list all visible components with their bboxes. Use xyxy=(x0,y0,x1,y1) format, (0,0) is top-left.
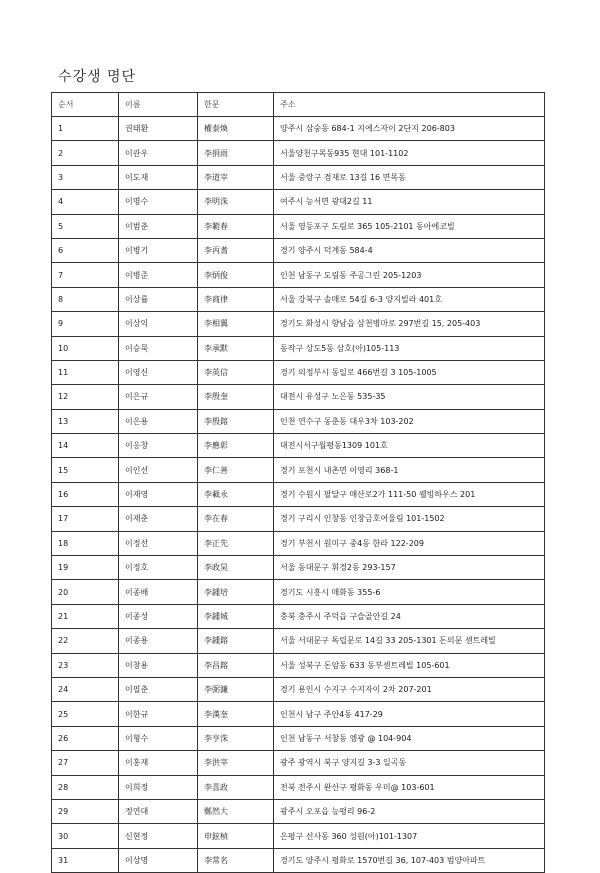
cell-name: 이형수 xyxy=(119,726,198,750)
cell-address: 대전시 유성구 노은동 535-35 xyxy=(274,385,545,409)
cell-address: 인천시 남구 주안4동 417-29 xyxy=(274,702,545,726)
cell-hanja: 李範春 xyxy=(198,214,274,238)
cell-name: 권태환 xyxy=(119,117,198,141)
cell-address: 서울 중랑구 겸재로 13길 16 면목동 xyxy=(274,165,545,189)
cell-address: 경기 포천시 내촌면 이영리 368-1 xyxy=(274,458,545,482)
cell-address: 경기도 화성시 향남읍 삼천병마로 297번길 15, 205-403 xyxy=(274,312,545,336)
cell-address: 서울 영등포구 도림로 365 105-2101 동아에코빌 xyxy=(274,214,545,238)
table-row xyxy=(52,751,545,775)
cell-address: 인천 남동구 도림동 주공그린 205-1203 xyxy=(274,263,545,287)
cell-address: 서울 서대문구 독립문로 14길 33 205-1301 돈의문 센트레빌 xyxy=(274,629,545,653)
cell-order: 19 xyxy=(52,556,119,580)
cell-hanja: 李殷奎 xyxy=(198,385,274,409)
cell-hanja: 李明洙 xyxy=(198,190,274,214)
table-row xyxy=(52,482,545,506)
cell-hanja: 李殷鎔 xyxy=(198,409,274,433)
cell-name: 이은규 xyxy=(119,385,198,409)
cell-name: 이상명 xyxy=(119,848,198,872)
header-order: 순서 xyxy=(52,93,119,117)
page-title: 수강생 명단 xyxy=(58,69,137,85)
cell-address: 광주시 오포읍 능평리 96-2 xyxy=(274,799,545,823)
cell-address: 광주 광역시 북구 양지길 3-3 일곡동 xyxy=(274,751,545,775)
table-body xyxy=(52,117,545,873)
cell-address: 서울양천구목동935 현대 101-1102 xyxy=(274,141,545,165)
table-row xyxy=(52,702,545,726)
table-row xyxy=(52,531,545,555)
cell-address: 대전시서구월평동1309 101호 xyxy=(274,434,545,458)
cell-name: 이종용 xyxy=(119,629,198,653)
cell-order: 28 xyxy=(52,775,119,799)
cell-hanja: 李政昊 xyxy=(198,556,274,580)
cell-name: 이홍재 xyxy=(119,751,198,775)
cell-order: 23 xyxy=(52,653,119,677)
cell-name: 이종성 xyxy=(119,604,198,628)
table-header-row xyxy=(52,93,545,117)
cell-order: 12 xyxy=(52,385,119,409)
cell-address: 인천 연수구 동춘동 대우3차 103-202 xyxy=(274,409,545,433)
cell-address: 양주시 삼숭동 684-1 지에스자이 2단지 206-803 xyxy=(274,117,545,141)
cell-order: 25 xyxy=(52,702,119,726)
table-row xyxy=(52,141,545,165)
table-row xyxy=(52,165,545,189)
cell-name: 이은용 xyxy=(119,409,198,433)
table-row xyxy=(52,848,545,872)
cell-name: 이범춘 xyxy=(119,214,198,238)
cell-name: 이종배 xyxy=(119,580,198,604)
cell-order: 11 xyxy=(52,360,119,384)
cell-order: 22 xyxy=(52,629,119,653)
cell-order: 3 xyxy=(52,165,119,189)
cell-name: 이정호 xyxy=(119,556,198,580)
student-roster-table xyxy=(51,92,545,873)
table-row xyxy=(52,238,545,262)
cell-address: 은평구 신사동 360 성원(아)101-1307 xyxy=(274,824,545,848)
cell-name: 이상익 xyxy=(119,312,198,336)
cell-order: 15 xyxy=(52,458,119,482)
table-row xyxy=(52,799,545,823)
cell-name: 이한규 xyxy=(119,702,198,726)
cell-address: 경기도 양주시 평화로 1570번길 36, 107-403 범양아파트 xyxy=(274,848,545,872)
cell-address: 경기 의정부시 동일로 466번길 3 105-1005 xyxy=(274,360,545,384)
cell-hanja: 申鉉楨 xyxy=(198,824,274,848)
cell-hanja: 李鍾培 xyxy=(198,580,274,604)
table-row xyxy=(52,263,545,287)
cell-order: 24 xyxy=(52,677,119,701)
cell-hanja: 李相翼 xyxy=(198,312,274,336)
cell-address: 서울 성북구 돈암동 633 동부센트레빌 105-601 xyxy=(274,653,545,677)
cell-address: 여주시 능서면 광대2길 11 xyxy=(274,190,545,214)
cell-hanja: 李道宰 xyxy=(198,165,274,189)
cell-address: 인천 남동구 서창동 엠광 @ 104-904 xyxy=(274,726,545,750)
cell-name: 이승묵 xyxy=(119,336,198,360)
cell-order: 2 xyxy=(52,141,119,165)
cell-hanja: 李在春 xyxy=(198,507,274,531)
cell-hanja: 李英信 xyxy=(198,360,274,384)
cell-order: 14 xyxy=(52,434,119,458)
table-row xyxy=(52,409,545,433)
cell-order: 8 xyxy=(52,287,119,311)
table-row xyxy=(52,117,545,141)
cell-order: 31 xyxy=(52,848,119,872)
cell-name: 이관우 xyxy=(119,141,198,165)
table-row xyxy=(52,604,545,628)
cell-hanja: 李應彰 xyxy=(198,434,274,458)
table-row xyxy=(52,556,545,580)
cell-order: 30 xyxy=(52,824,119,848)
table-row xyxy=(52,677,545,701)
table-row xyxy=(52,385,545,409)
cell-order: 18 xyxy=(52,531,119,555)
header-address: 주소 xyxy=(274,93,545,117)
table-row xyxy=(52,507,545,531)
cell-address: 동작구 상도5동 삼호(아)105-113 xyxy=(274,336,545,360)
cell-order: 13 xyxy=(52,409,119,433)
table-row xyxy=(52,287,545,311)
cell-name: 이재영 xyxy=(119,482,198,506)
cell-address: 전북 전주시 완산구 평화동 우미@ 103-601 xyxy=(274,775,545,799)
cell-hanja: 李炳俊 xyxy=(198,263,274,287)
cell-order: 6 xyxy=(52,238,119,262)
cell-hanja: 李亨洙 xyxy=(198,726,274,750)
cell-order: 9 xyxy=(52,312,119,336)
cell-address: 서울 강북구 솔매로 54길 6-3 양지빌라 401호 xyxy=(274,287,545,311)
cell-hanja: 李昌鎔 xyxy=(198,653,274,677)
cell-hanja: 李捐雨 xyxy=(198,141,274,165)
cell-hanja: 鄭然大 xyxy=(198,799,274,823)
cell-order: 26 xyxy=(52,726,119,750)
cell-order: 5 xyxy=(52,214,119,238)
cell-name: 이도재 xyxy=(119,165,198,189)
cell-hanja: 李鍾鎔 xyxy=(198,629,274,653)
table-row xyxy=(52,336,545,360)
cell-order: 4 xyxy=(52,190,119,214)
cell-hanja: 李弼濂 xyxy=(198,677,274,701)
cell-name: 이인선 xyxy=(119,458,198,482)
cell-name: 이병기 xyxy=(119,238,198,262)
cell-name: 이필춘 xyxy=(119,677,198,701)
cell-hanja: 李喜政 xyxy=(198,775,274,799)
cell-name: 이창용 xyxy=(119,653,198,677)
cell-name: 이상률 xyxy=(119,287,198,311)
cell-hanja: 李洪宰 xyxy=(198,751,274,775)
cell-name: 신현정 xyxy=(119,824,198,848)
cell-order: 17 xyxy=(52,507,119,531)
cell-order: 1 xyxy=(52,117,119,141)
cell-name: 이병준 xyxy=(119,263,198,287)
table-row xyxy=(52,360,545,384)
cell-name: 이영신 xyxy=(119,360,198,384)
cell-hanja: 李承默 xyxy=(198,336,274,360)
cell-name: 정연대 xyxy=(119,799,198,823)
cell-address: 충북 충주시 주덕읍 구슬골안길 24 xyxy=(274,604,545,628)
table-row xyxy=(52,629,545,653)
cell-order: 27 xyxy=(52,751,119,775)
cell-hanja: 權泰煥 xyxy=(198,117,274,141)
cell-address: 경기 양주시 덕계동 584-4 xyxy=(274,238,545,262)
cell-address: 경기 구리시 인창동 인창금호어울림 101-1502 xyxy=(274,507,545,531)
cell-hanja: 李鍾城 xyxy=(198,604,274,628)
cell-hanja: 李漢奎 xyxy=(198,702,274,726)
header-name: 이름 xyxy=(119,93,198,117)
table-row xyxy=(52,726,545,750)
cell-order: 29 xyxy=(52,799,119,823)
cell-address: 경기 용인시 수지구 수지자이 2차 207-201 xyxy=(274,677,545,701)
cell-order: 10 xyxy=(52,336,119,360)
table-row xyxy=(52,312,545,336)
cell-hanja: 李載永 xyxy=(198,482,274,506)
table-row xyxy=(52,434,545,458)
cell-name: 이명수 xyxy=(119,190,198,214)
table-row xyxy=(52,824,545,848)
table-row xyxy=(52,214,545,238)
cell-order: 16 xyxy=(52,482,119,506)
cell-hanja: 李丙耆 xyxy=(198,238,274,262)
cell-address: 경기 부천시 원미구 중4동 한라 122-209 xyxy=(274,531,545,555)
cell-hanja: 李正先 xyxy=(198,531,274,555)
table-row xyxy=(52,190,545,214)
cell-name: 이재춘 xyxy=(119,507,198,531)
cell-hanja: 李常名 xyxy=(198,848,274,872)
table-row xyxy=(52,458,545,482)
cell-order: 20 xyxy=(52,580,119,604)
cell-address: 서울 동대문구 휘경2동 293-157 xyxy=(274,556,545,580)
header-hanja: 한문 xyxy=(198,93,274,117)
cell-address: 경기도 시흥시 매화동 355-6 xyxy=(274,580,545,604)
cell-order: 7 xyxy=(52,263,119,287)
table-row xyxy=(52,775,545,799)
cell-order: 21 xyxy=(52,604,119,628)
cell-name: 이희정 xyxy=(119,775,198,799)
table-row xyxy=(52,653,545,677)
table-row xyxy=(52,580,545,604)
cell-hanja: 李仁善 xyxy=(198,458,274,482)
cell-address: 경기 수원시 팔달구 매산로2가 111-50 웰빙하우스 201 xyxy=(274,482,545,506)
cell-hanja: 李商律 xyxy=(198,287,274,311)
cell-name: 이응창 xyxy=(119,434,198,458)
cell-name: 이정선 xyxy=(119,531,198,555)
